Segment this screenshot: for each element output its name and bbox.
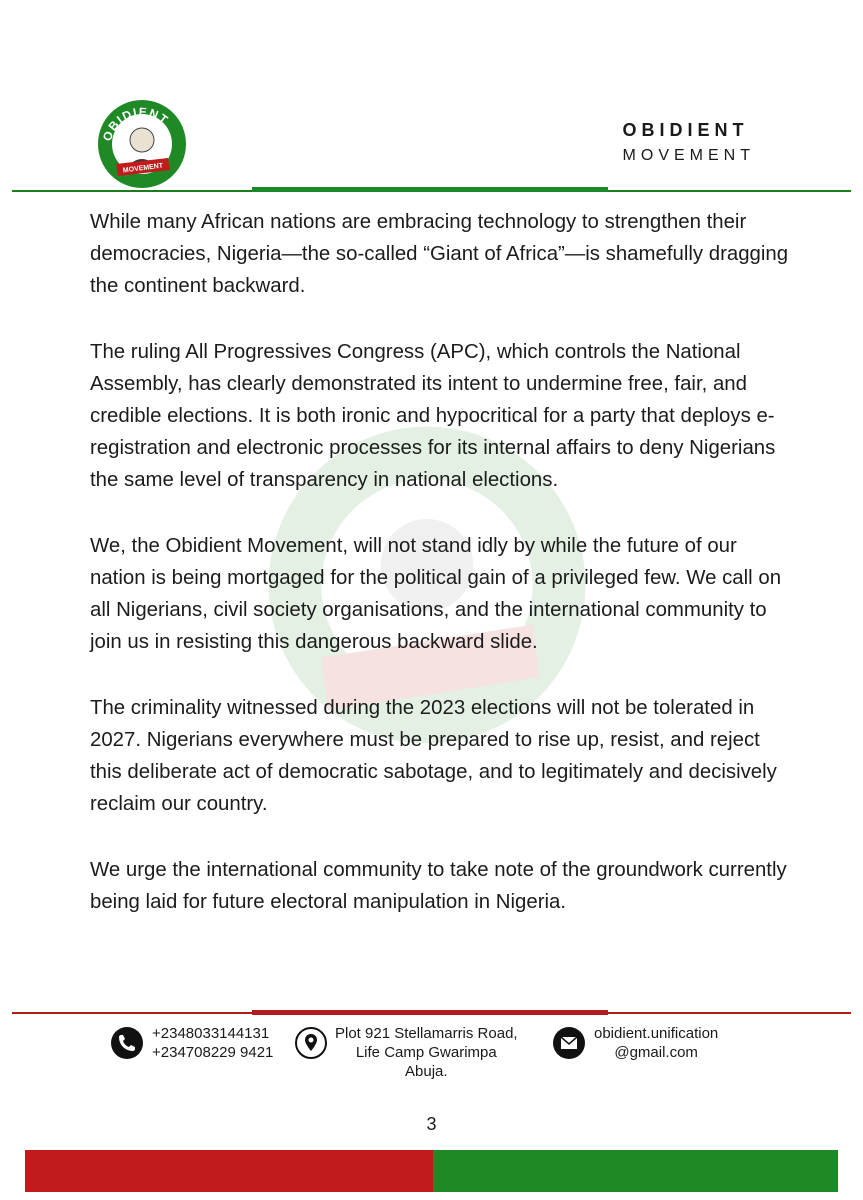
svg-text:OBIDIENT: OBIDIENT: [99, 104, 172, 143]
footer-divider-accent: [252, 1010, 608, 1015]
email-line: obidient.unification: [594, 1025, 719, 1042]
paragraph: While many African nations are embracing technology to strengthen their democracies, Nigeria—the so-called “Giant of Africa”—is shamefully dragging the continent backward.: [90, 211, 789, 297]
paragraph: We urge the international community to take note of the groundwork currently being laid for future electoral manipulation in Nigeria.: [90, 859, 787, 913]
phone-icon: [110, 1026, 144, 1060]
address-line: Abuja.: [405, 1063, 448, 1080]
brand-block: [623, 120, 755, 165]
footer-bar-red: [25, 1150, 433, 1192]
phone-numbers: [152, 1024, 273, 1062]
brand-subtitle: MOVEMENT: [622, 147, 755, 164]
header-divider-accent: [252, 187, 608, 192]
address: [335, 1024, 518, 1081]
svg-text:MOVEMENT: MOVEMENT: [122, 162, 164, 175]
address-line: Life Camp Gwarimpa: [355, 1044, 497, 1061]
email-line: @gmail.com: [614, 1044, 698, 1061]
email-address: [594, 1024, 718, 1062]
location-pin-icon: [294, 1026, 328, 1060]
phone-number: +2348033144131: [152, 1025, 270, 1042]
paragraph: We, the Obidient Movement, will not stand idly by while the future of our nation is being mortgaged for the political gain of a privileged few. We call on all Nigerians, civil society organisations, and the international community to join us in resisting this dangerous backward slide.: [90, 535, 782, 653]
phone-number: +234708229 9421: [152, 1044, 274, 1061]
paragraph: The criminality witnessed during the 2023 elections will not be tolerated in 2027. Nigerians everywhere must be prepared to rise up, resist, and reject this deliberate act of democratic sabotage, and to legitimately and decisively reclaim our country.: [90, 697, 777, 815]
page-number: 3: [426, 1114, 437, 1134]
paragraph: The ruling All Progressives Congress (APC), which controls the National Assembly, has clearly demonstrated its intent to undermine free, fair, and credible elections. It is both ironic and hypocritical for a party that deploys e-registration and electronic processes for its internal affairs to deny Nigerians the same level of transparency in national elections.: [90, 341, 776, 491]
brand-name: OBIDIENT: [622, 120, 749, 140]
address-line: Plot 921 Stellamarris Road,: [335, 1025, 518, 1042]
footer-bar-green: [433, 1150, 838, 1192]
obidient-logo: [96, 98, 188, 190]
letter-body: [90, 206, 790, 952]
mail-icon: [552, 1026, 586, 1060]
